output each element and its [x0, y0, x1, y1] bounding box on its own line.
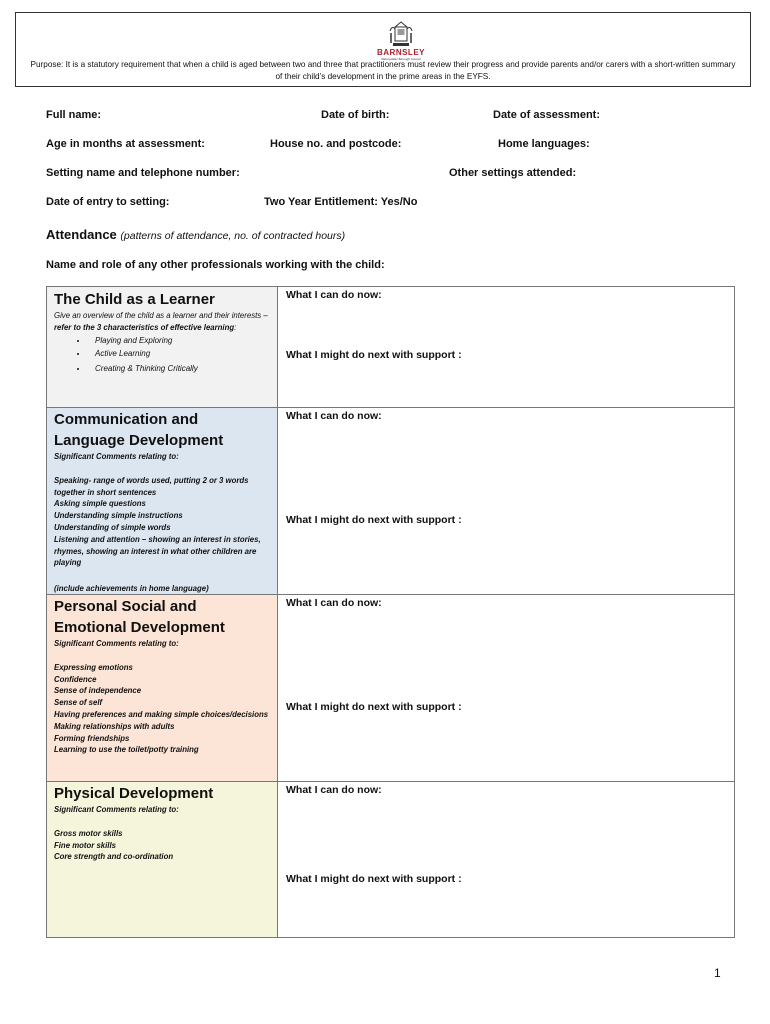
can-do-prompt: What I can do now: — [286, 410, 382, 422]
section-subtitle: Significant Comments relating to: — [54, 452, 179, 461]
development-table — [46, 286, 735, 938]
list-item: Gross motor skills — [54, 828, 123, 838]
house-postcode-field[interactable]: House no. and postcode: — [270, 138, 402, 150]
council-logo — [371, 19, 431, 63]
desc-part: Give an overview of the child as a learner and their interests – — [54, 311, 268, 320]
header-box — [15, 12, 751, 87]
list-item: Having preferences and making simple choices/decisions — [54, 709, 269, 719]
learner-section — [47, 287, 278, 408]
table-row — [47, 782, 735, 938]
attendance-field[interactable] — [46, 227, 345, 242]
personal-response[interactable] — [278, 595, 735, 782]
next-support-prompt: What I might do next with support : — [286, 873, 462, 885]
home-language-note: (include achievements in home language) — [54, 584, 209, 593]
physical-response[interactable] — [278, 782, 735, 938]
characteristics-list — [47, 334, 277, 375]
coat-of-arms-icon — [387, 19, 415, 49]
list-item: Understanding simple instructions — [54, 511, 183, 521]
dob-field[interactable]: Date of birth: — [321, 109, 390, 121]
list-item: Confidence — [54, 674, 97, 684]
section-description — [47, 310, 277, 334]
list-item: • Active Learning — [88, 347, 277, 360]
two-year-entitlement-field[interactable]: Two Year Entitlement: Yes/No — [264, 196, 418, 208]
attendance-note: (patterns of attendance, no. of contracted hours) — [120, 230, 346, 242]
section-subtitle: Significant Comments relating to: — [54, 805, 179, 814]
full-name-field[interactable]: Full name: — [46, 109, 102, 121]
section-subtitle: Significant Comments relating to: — [54, 639, 179, 648]
page-number: 1 — [714, 966, 721, 980]
logo-name: BARNSLEY — [376, 48, 425, 57]
list-item: Core strength and co-ordination — [54, 852, 174, 862]
list-item: • Creating & Thinking Critically — [88, 362, 277, 375]
can-do-prompt: What I can do now: — [286, 597, 382, 609]
comments-list — [47, 662, 277, 756]
can-do-prompt: What I can do now: — [286, 289, 382, 301]
personal-section — [47, 595, 278, 782]
section-title: Physical Development — [54, 785, 214, 802]
setting-name-field[interactable]: Setting name and telephone number: — [46, 167, 240, 179]
section-title: Personal Social and Emotional Development — [54, 598, 225, 636]
next-support-prompt: What I might do next with support : — [286, 514, 462, 526]
list-item: Speaking- range of words used, putting 2 or 3 words together in short sentences — [54, 475, 249, 497]
other-professionals-field[interactable]: Name and role of any other professionals working with the child: — [46, 259, 385, 271]
list-item: • Playing and Exploring — [88, 334, 277, 347]
date-assessment-field[interactable]: Date of assessment: — [493, 109, 600, 121]
purpose-statement: Purpose: It is a statutory requirement that when a child is aged between two and three that practitioners must review their progress and provide parents and/or carers with a short-written summary of their child’s development in the prime areas in the EYFS. — [30, 60, 736, 81]
comments-list — [47, 828, 277, 863]
age-months-field[interactable]: Age in months at assessment: — [46, 138, 205, 150]
attendance-label: Attendance — [46, 227, 117, 242]
list-item: Understanding of simple words — [54, 522, 171, 532]
list-item: Expressing emotions — [54, 662, 133, 672]
table-row — [47, 408, 735, 595]
comments-list — [47, 475, 277, 569]
list-item: Sense of self — [54, 698, 103, 708]
list-item: Asking simple questions — [54, 499, 146, 509]
list-item: Forming friendships — [54, 733, 130, 743]
communication-section — [47, 408, 278, 595]
next-support-prompt: What I might do next with support : — [286, 349, 462, 361]
list-item: Fine motor skills — [54, 840, 116, 850]
learner-response[interactable] — [278, 287, 735, 408]
section-title: Communication and Language Development — [54, 411, 224, 449]
desc-part-bold: refer to the 3 characteristics of effective learning — [54, 322, 235, 332]
desc-part: : — [234, 322, 237, 332]
logo-subtitle: Metropolitan Borough Council — [381, 57, 421, 61]
communication-response[interactable] — [278, 408, 735, 595]
other-settings-field[interactable]: Other settings attended: — [449, 167, 577, 179]
list-item: Making relationships with adults — [54, 721, 175, 731]
next-support-prompt: What I might do next with support : — [286, 701, 462, 713]
home-languages-field[interactable]: Home languages: — [498, 138, 590, 150]
list-item: Sense of independence — [54, 686, 142, 696]
table-row — [47, 595, 735, 782]
list-item: Learning to use the toilet/potty training — [54, 745, 199, 755]
can-do-prompt: What I can do now: — [286, 784, 382, 796]
date-entry-field[interactable]: Date of entry to setting: — [46, 196, 170, 208]
physical-section — [47, 782, 278, 938]
list-item: Listening and attention – showing an interest in stories, rhymes, showing an interest in what other children are playing — [54, 534, 261, 568]
section-title: The Child as a Learner — [54, 291, 215, 308]
table-row — [47, 287, 735, 408]
